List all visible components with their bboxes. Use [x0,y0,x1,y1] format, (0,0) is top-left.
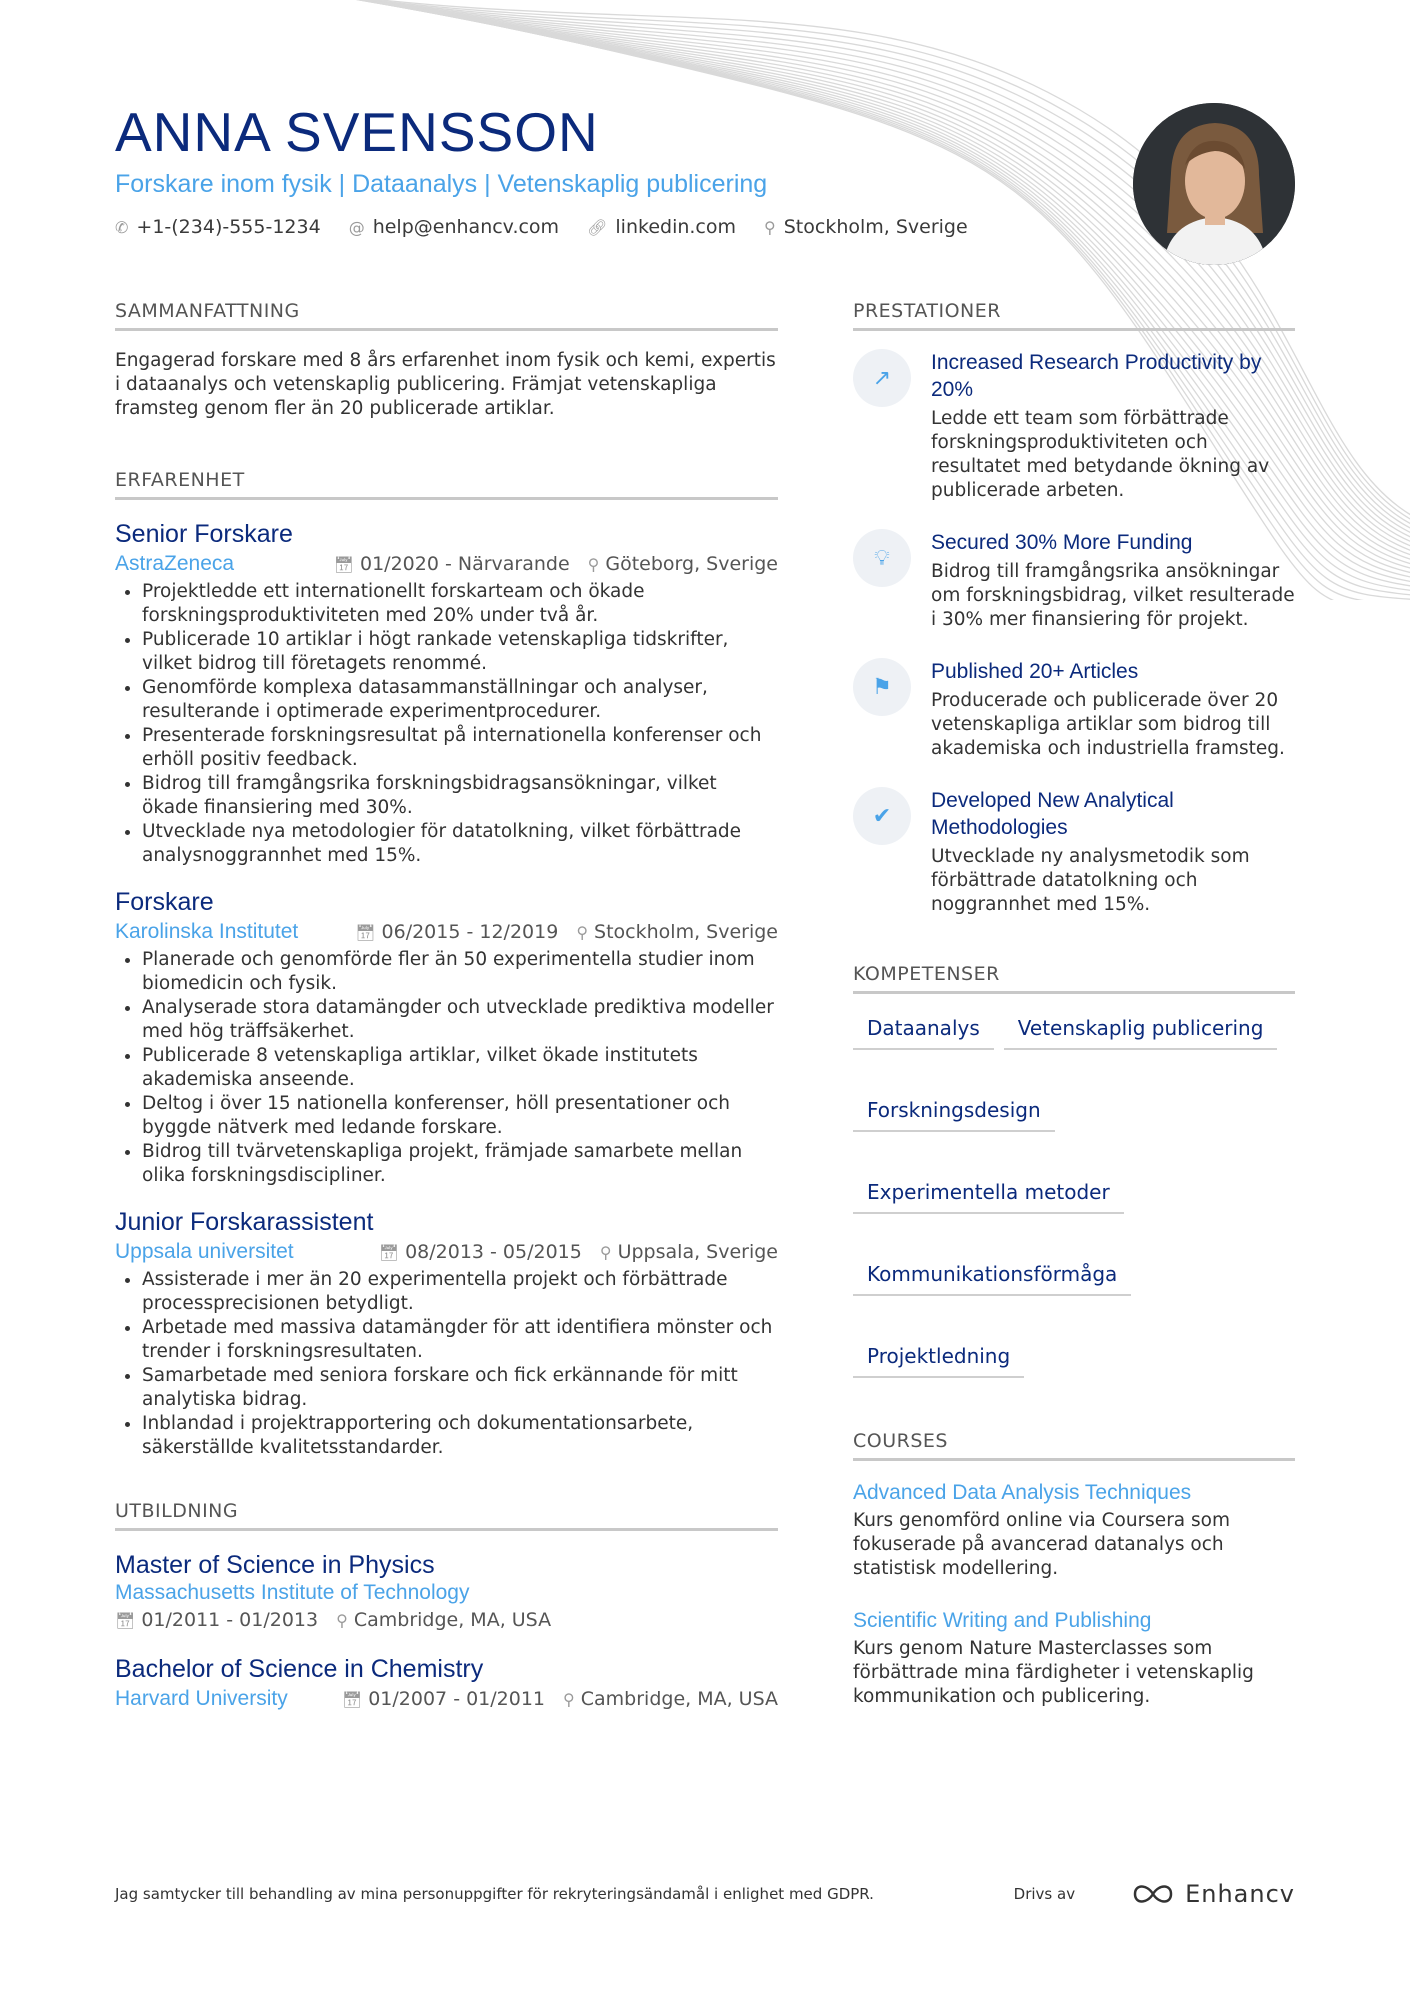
phone-text: +1-(234)-555-1234 [136,216,321,238]
job-dates [334,553,570,575]
company-name[interactable]: Karolinska Institutet [115,920,299,943]
job-dates [379,1241,582,1263]
job-meta [115,552,778,576]
education-dates [342,1688,545,1710]
bullet-item: • Inblandad i projektrapportering och dokumentationsarbete, säkerställde kvalitetsstandarder. [142,1412,778,1460]
bullet-item: • Utvecklade nya metodologier för datatolkning, vilket förbättrade analysnoggrannhet med 15%. [142,820,778,868]
bullet-item: • Analyserade stora datamängder och utvecklade prediktiva modeller med hög träffsäkerhet. [142,996,778,1044]
company-name[interactable]: AstraZeneca [115,552,235,575]
calendar-icon: 📅︎ [341,1689,363,1709]
email-text: help@enhancv.com [372,216,560,238]
job-location [600,1241,778,1263]
course-item [853,1479,1295,1581]
job-title: Senior Forskare [115,520,293,548]
education-dates-text: 01/2007 - 01/2011 [368,1688,546,1710]
gdpr-consent: Jag samtycker till behandling av mina personuppgifter för rekryteringsändamål i enlighet med GDPR. [115,1885,874,1903]
achievements-list [853,349,1295,917]
brand-name: Enhancv [1185,1880,1295,1908]
section-title-experience: ERFARENHET [115,469,778,500]
brand-logo[interactable] [1131,1880,1295,1908]
course-title[interactable]: Advanced Data Analysis Techniques [853,1481,1192,1504]
job-location [576,921,778,943]
achievement-title: Secured 30% More Funding [931,531,1193,554]
bullet-item: • Publicerade 8 vetenskapliga artiklar, vilket ökade institutets akademiska anseende. [142,1044,778,1092]
contact-location [764,216,968,238]
experience-item [115,518,778,868]
course-title[interactable]: Scientific Writing and Publishing [853,1609,1152,1632]
education-dates-text: 01/2011 - 01/2013 [141,1609,319,1631]
education-list [115,1549,778,1711]
section-title-education: UTBILDNING [115,1500,778,1531]
bullet-item: • Publicerade 10 artiklar i högt rankade vetenskapliga tidskrifter, vilket bidrog till företagets renommé. [142,628,778,676]
calendar-icon: 📅︎ [333,554,354,574]
summary-text: Engagerad forskare med 8 års erfarenhet inom fysik och kemi, expertis i dataanalys och vetenskaplig publicering. Främjat vetenskapliga framsteg genom fler än 20 publicerade artiklar. [115,350,776,419]
achievement-body [931,529,1295,632]
achievement-title: Increased Research Productivity by 20% [931,351,1262,401]
experience-list [115,518,778,1460]
education-item [115,1653,778,1711]
calendar-icon: 📅︎ [115,1610,136,1630]
phone-icon: ✆ [115,217,129,237]
education-location [563,1688,778,1710]
job-location-text: Göteborg, Sverige [605,553,778,575]
section-title-skills: KOMPETENSER [853,963,1295,994]
footer [115,1880,1295,1908]
education-meta [115,1687,778,1711]
achievement-description: Ledde ett team som förbättrade forskningsproduktiviteten och resultatet med betydande ökning av publicerade arbeten. [931,408,1270,501]
calendar-icon: 📅︎ [355,922,376,942]
linkedin-text: linkedin.com [615,216,737,238]
left-column [115,300,778,1733]
education-location [336,1609,551,1631]
job-dates-text: 08/2013 - 05/2015 [405,1241,582,1263]
bullet-item: • Genomförde komplexa datasammanställningar och analyser, resulterande i optimerade experimentprocedurer. [142,676,778,724]
course-item [853,1607,1295,1709]
job-location-text: Stockholm, Sverige [594,921,778,943]
candidate-headline: Forskare inom fysik | Dataanalys | Vetenskaplig publicering [115,170,768,198]
achievement-title: Developed New Analytical Methodologies [931,789,1174,839]
achievement-body [931,787,1295,917]
achievement-item [853,349,1295,503]
education-details [115,1609,778,1631]
contact-linkedin[interactable] [587,216,736,238]
achievement-item [853,658,1295,761]
job-details [379,1241,778,1263]
achievement-description: Bidrog till framgångsrika ansökningar om forskningsbidrag, vilket resulterade i 30% mer finansiering för projekt. [931,561,1295,630]
skill-tag: Projektledning [853,1340,1024,1378]
skill-tag: Dataanalys [853,1012,994,1050]
location-pin-icon: ⚲ [576,922,589,942]
growth-icon: ↗ [853,349,911,407]
location-text: Stockholm, Sverige [783,216,968,238]
job-title: Forskare [115,888,214,916]
job-location-text: Uppsala, Sverige [617,1241,778,1263]
education-details [342,1688,778,1710]
bullet-item: • Projektledde ett internationellt forskarteam och ökade forskningsproduktiviteten med 20% under två år. [142,580,778,628]
degree-title: Master of Science in Physics [115,1551,435,1579]
right-column [853,300,1295,1735]
contact-phone[interactable] [115,216,321,238]
check-icon: ✔ [853,787,911,845]
job-details [334,553,778,575]
bullet-item: • Bidrog till tvärvetenskapliga projekt, främjade samarbete mellan olika forskningsdiscipliner. [142,1140,778,1188]
calendar-icon: 📅︎ [378,1242,400,1262]
contact-info [115,216,1115,238]
flag-icon: ⚑ [853,658,911,716]
location-pin-icon: ⚲ [563,1689,575,1709]
section-title-courses: COURSES [853,1430,1295,1461]
location-pin-icon: ⚲ [764,217,776,237]
bullet-item: • Arbetade med massiva datamängder för att identifiera mönster och trender i forskningsresultaten. [142,1316,778,1364]
education-location-text: Cambridge, MA, USA [353,1609,552,1631]
profile-photo [1133,103,1295,265]
location-pin-icon: ⚲ [336,1610,348,1630]
job-bullets [115,948,778,1188]
avatar [1133,103,1295,265]
education-location-text: Cambridge, MA, USA [580,1688,778,1710]
link-icon: 🔗︎ [587,217,608,237]
section-title-achievements: PRESTATIONER [853,300,1295,331]
skills-list [853,1012,1295,1378]
job-bullets [115,1268,778,1460]
achievement-item [853,529,1295,632]
contact-email[interactable] [349,216,559,238]
job-location [588,553,778,575]
job-details [355,921,778,943]
job-meta [115,920,778,944]
job-dates-text: 06/2015 - 12/2019 [381,921,559,943]
education-dates [115,1609,318,1631]
powered-by-label: Drivs av [1013,1885,1076,1903]
achievement-body [931,349,1295,503]
bullet-item: • Bidrog till framgångsrika forskningsbidragsansökningar, vilket ökade finansiering med 30%. [142,772,778,820]
job-dates-text: 01/2020 - Närvarande [359,553,570,575]
job-bullets [115,580,778,868]
experience-item [115,1206,778,1460]
lightbulb-icon: 💡︎ [853,529,911,587]
at-icon: @ [348,217,365,237]
achievement-body [931,658,1295,761]
job-meta [115,1240,778,1264]
skill-tag: Forskningsdesign [853,1094,1055,1132]
course-description: Kurs genom Nature Masterclasses som förbättrade mina färdigheter i vetenskaplig kommunikation och publicering. [853,1638,1254,1707]
achievement-description: Utvecklade ny analysmetodik som förbättrade datatolkning och noggrannhet med 15%. [931,846,1250,915]
candidate-name: ANNA SVENSSON [115,101,599,163]
job-title: Junior Forskarassistent [115,1208,374,1236]
location-pin-icon: ⚲ [587,554,600,574]
courses-list [853,1479,1295,1709]
achievement-description: Producerade och publicerade över 20 vetenskapliga artiklar som bidrog till akademiska och industriella framsteg. [931,690,1285,759]
achievement-title: Published 20+ Articles [931,660,1139,683]
company-name[interactable]: Uppsala universitet [115,1240,294,1263]
resume-header [115,100,1115,238]
bullet-item: • Samarbetade med seniora forskare och fick erkännande för mitt analytiska bidrag. [142,1364,778,1412]
experience-item [115,886,778,1188]
skill-tag: Vetenskaplig publicering [1004,1012,1278,1050]
school-name[interactable]: Massachusetts Institute of Technology [115,1581,470,1604]
section-title-summary: SAMMANFATTNING [115,300,778,331]
bullet-item: • Deltog i över 15 nationella konferenser, höll presentationer och byggde nätverk med ledande forskare. [142,1092,778,1140]
location-pin-icon: ⚲ [599,1242,612,1262]
achievement-item [853,787,1295,917]
bullet-item: • Presenterade forskningsresultat på internationella konferenser och erhöll positiv feedback. [142,724,778,772]
degree-title: Bachelor of Science in Chemistry [115,1655,484,1683]
education-item [115,1549,778,1631]
skill-tag: Experimentella metoder [853,1176,1124,1214]
school-name[interactable]: Harvard University [115,1687,288,1710]
job-dates [355,921,558,943]
course-description: Kurs genomförd online via Coursera som fokuserade på avancerad datanalys och statistisk modellering. [853,1510,1230,1579]
bullet-item: • Assisterade i mer än 20 experimentella projekt och förbättrade processprecisionen betydligt. [142,1268,778,1316]
enhancv-logo-icon [1131,1882,1175,1906]
bullet-item: • Planerade och genomförde fler än 50 experimentella studier inom biomedicin och fysik. [142,948,778,996]
skill-tag: Kommunikationsförmåga [853,1258,1131,1296]
